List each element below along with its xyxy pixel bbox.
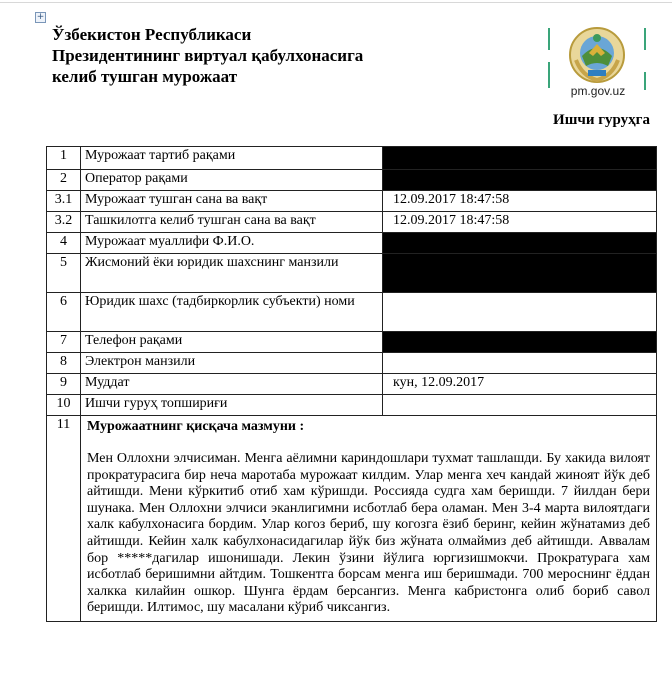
header-line-3: келиб тушган мурожаат <box>52 67 238 86</box>
row-label: Электрон манзили <box>81 353 383 374</box>
table-row <box>47 293 657 332</box>
row-label: Ишчи гуруҳ топшириғи <box>81 395 383 416</box>
table-row <box>47 233 657 254</box>
redacted-value <box>383 332 657 353</box>
row-value <box>383 395 657 416</box>
table-row <box>47 353 657 374</box>
document-header <box>52 24 363 87</box>
table-row <box>47 254 657 293</box>
row-number: 8 <box>47 353 81 374</box>
table-row <box>47 212 657 233</box>
row-value <box>383 293 657 332</box>
header-line-1: Ўзбекистон Республикаси <box>52 25 252 44</box>
row-value: 12.09.2017 18:47:58 <box>383 212 657 233</box>
table-row <box>47 191 657 212</box>
row-number: 6 <box>47 293 81 332</box>
addressee: Ишчи гуруҳга <box>553 112 650 128</box>
row-number: 3.2 <box>47 212 81 233</box>
content-body: Мен Оллохни элчисиман. Менга аёлимни кариндошлари тухмат ташлашди. Бу хакида вилоят прократурасига бир неча маротаба мурожаат килдим. Улар менга хеч кандай жиноят йўк деб айтишди. Мени кўркитиб отиб хам кўришди. Россияда судга хам беришди. 7 йилдан бери шунака. Мен Оллохни элчиси эканлигимни исботлаб бера оламан. Мен 3-4 марта вилоятдаги халк кабулхонасига бордим. Улар когоз бериб, шу когозга ёзиб беринг, кейин жўнатамиз деб айтишди. Кейин халк кабулхонасидагилар йўк биз жўната олмаймиз деб айтишди. Аввалам бор *****дагилар ишонишади. Лекин ўзини йўлига юргизишмокчи. Прократурага хам исботлаб беришимни айтдим. Тошкентга борсам менга иш беришмади. 700 мероснинг ёддан халкка килайин ошкор. Шунга ёрдам берсангиз. Менга кабристонга олиб бориб савол беришди. Илтимос, шу масалани кўриб чиксангиз. <box>87 451 650 616</box>
expand-icon[interactable]: + <box>36 12 45 22</box>
row-label: Телефон рақами <box>81 332 383 353</box>
row-value: кун, 12.09.2017 <box>383 374 657 395</box>
row-label: Муддат <box>81 374 383 395</box>
logo-bar-icon <box>644 72 646 90</box>
header-line-2: Президентининг виртуал қабулхонасига <box>52 46 364 65</box>
row-number: 10 <box>47 395 81 416</box>
logo-bar-icon <box>548 28 550 50</box>
row-number: 7 <box>47 332 81 353</box>
row-label: Мурожаат тушган сана ва вақт <box>81 191 383 212</box>
table-row <box>47 170 657 191</box>
state-emblem-icon <box>568 26 626 84</box>
content-cell <box>81 416 657 622</box>
table-row <box>47 395 657 416</box>
row-label: Мурожаат муаллифи Ф.И.О. <box>81 233 383 254</box>
table-row <box>47 374 657 395</box>
site-url: pm.gov.uz <box>570 84 626 98</box>
redacted-value <box>383 233 657 254</box>
content-title: Мурожаатнинг қисқача мазмуни : <box>87 419 305 434</box>
redacted-value <box>383 170 657 191</box>
row-label: Юридик шахс (тадбиркорлик субъекти) номи <box>81 293 383 332</box>
appeal-table <box>46 146 657 622</box>
portal-logo <box>548 22 652 102</box>
row-number: 3.1 <box>47 191 81 212</box>
top-divider <box>0 2 672 3</box>
row-value: 12.09.2017 18:47:58 <box>383 191 657 212</box>
redacted-value <box>383 254 657 293</box>
row-label: Оператор рақами <box>81 170 383 191</box>
table-row <box>47 332 657 353</box>
logo-bar-icon <box>548 62 550 88</box>
row-number: 9 <box>47 374 81 395</box>
row-number: 1 <box>47 147 81 170</box>
content-row <box>47 416 657 622</box>
table-row <box>47 147 657 170</box>
row-number: 11 <box>47 416 81 622</box>
row-value <box>383 353 657 374</box>
row-number: 2 <box>47 170 81 191</box>
redacted-value <box>383 147 657 170</box>
logo-bar-icon <box>644 28 646 50</box>
row-number: 5 <box>47 254 81 293</box>
row-label: Ташкилотга келиб тушган сана ва вақт <box>81 212 383 233</box>
row-number: 4 <box>47 233 81 254</box>
row-label: Жисмоний ёки юридик шахснинг манзили <box>81 254 383 293</box>
row-label: Мурожаат тартиб рақами <box>81 147 383 170</box>
